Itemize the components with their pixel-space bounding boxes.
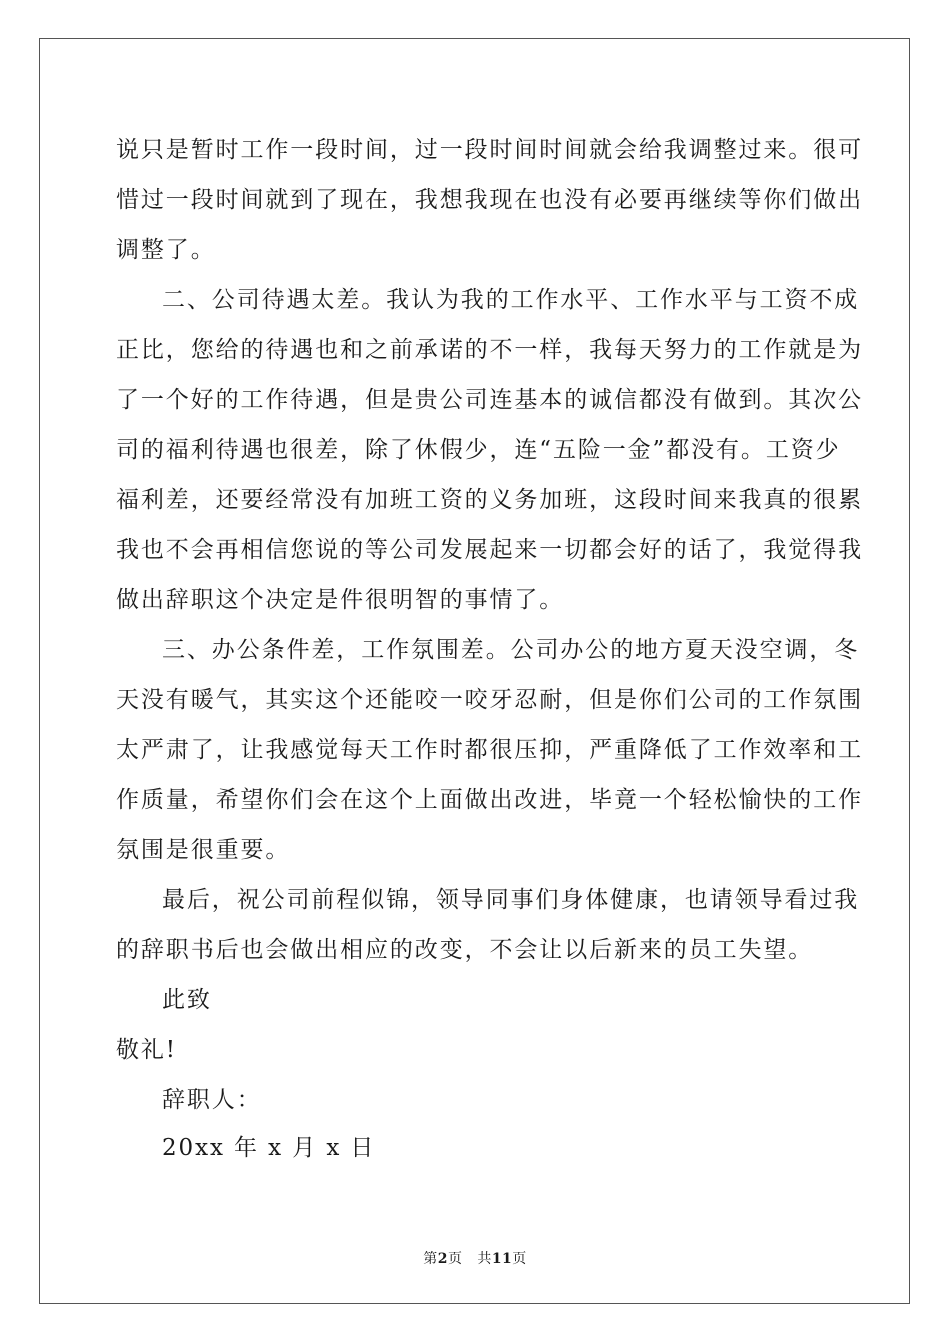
page-footer (0, 1250, 950, 1268)
body-line: 说只是暂时工作一段时间，过一段时间时间就会给我调整过来。很可 (116, 137, 863, 163)
body-line: 天没有暖气，其实这个还能咬一咬牙忍耐，但是你们公司的工作氛围 (116, 687, 863, 713)
total-suffix: 页 (512, 1251, 527, 1267)
current-page-number: 2 (437, 1251, 448, 1267)
body-line: 调整了。 (116, 237, 216, 263)
body-line: 惜过一段时间就到了现在，我想我现在也没有必要再继续等你们做出 (116, 187, 863, 213)
body-line: 太严肃了，让我感觉每天工作时都很压抑，严重降低了工作效率和工 (116, 737, 863, 763)
body-line: 三、办公条件差，工作氛围差。公司办公的地方夏天没空调，冬 (162, 637, 860, 663)
total-prefix: 共 (477, 1251, 492, 1267)
body-line: 正比，您给的待遇也和之前承诺的不一样，我每天努力的工作就是为 (116, 337, 863, 363)
body-line: 最后，祝公司前程似锦，领导同事们身体健康，也请领导看过我 (162, 887, 860, 913)
page-prefix: 第 (423, 1251, 438, 1267)
body-line: 福利差，还要经常没有加班工资的义务加班，这段时间来我真的很累 (116, 487, 863, 513)
body-line: 司的福利待遇也很差，除了休假少，连“五险一金”都没有。工资少 (116, 437, 841, 463)
body-line: 作质量，希望你们会在这个上面做出改进，毕竟一个轻松愉快的工作 (116, 787, 863, 813)
page-suffix: 页 (447, 1251, 463, 1267)
signer-label: 辞职人： (162, 1087, 262, 1113)
body-line: 的辞职书后也会做出相应的改变，不会让以后新来的员工失望。 (116, 937, 814, 963)
body-line: 了一个好的工作待遇，但是贵公司连基本的诚信都没有做到。其次公 (116, 387, 863, 413)
salutation: 此致 (162, 987, 212, 1013)
respect-line: 敬礼! (116, 1037, 177, 1063)
letter-date: 20xx 年 x 月 x 日 (162, 1135, 376, 1161)
body-line: 氛围是很重要。 (116, 837, 291, 863)
body-line: 做出辞职这个决定是件很明智的事情了。 (116, 587, 565, 613)
total-pages-number: 11 (491, 1251, 513, 1267)
body-line: 二、公司待遇太差。我认为我的工作水平、工作水平与工资不成 (162, 287, 860, 313)
body-line: 我也不会再相信您说的等公司发展起来一切都会好的话了，我觉得我 (116, 537, 863, 563)
